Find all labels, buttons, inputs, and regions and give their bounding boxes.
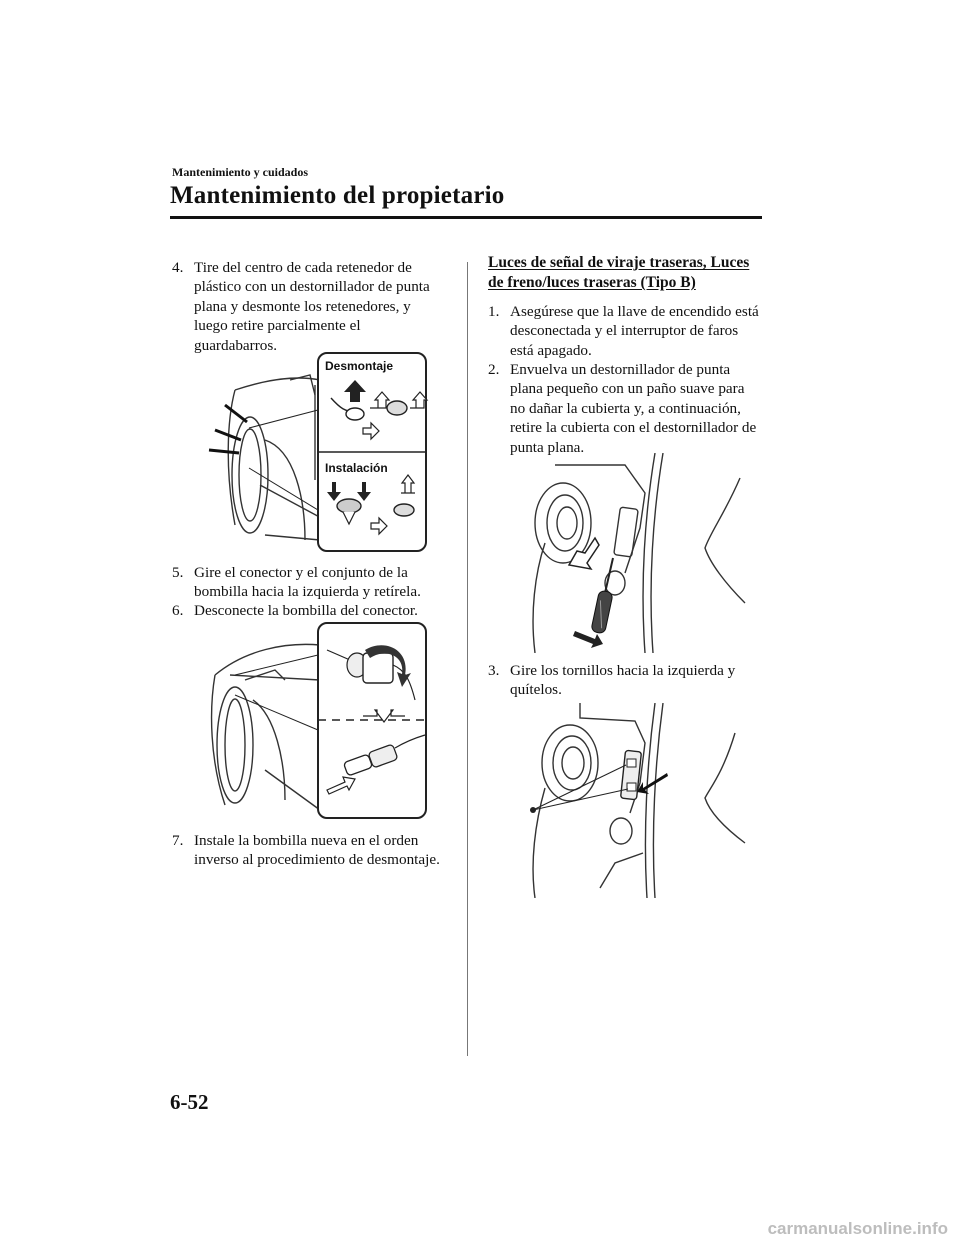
subsection-heading: Luces de señal de viraje traseras, Luces de freno/luces traseras (Tipo B) — [488, 254, 750, 291]
page-title: Mantenimiento del propietario — [170, 182, 505, 209]
section-label: Mantenimiento y cuidados — [172, 165, 309, 179]
watermark: carmanualsonline.info — [767, 1219, 948, 1238]
step-number: 7. — [172, 832, 184, 849]
step-number: 3. — [488, 662, 500, 679]
step-text: Instale la bombilla nueva en el orden inverso al procedimiento de desmontaje. — [194, 832, 440, 869]
cover-removal-figure — [525, 453, 750, 653]
step-number: 1. — [488, 303, 500, 320]
step-6 — [172, 601, 444, 620]
step-text: Desconecte la bombilla del conector. — [194, 602, 418, 619]
right-step-3 — [488, 661, 763, 700]
step-text: Envuelva un destornillador de punta plana pequeño con un paño suave para no dañar la cubierta y, a continuación, retire la cubierta con el destornillador de punta plana. — [510, 361, 757, 456]
fender-retainer-figure — [205, 350, 430, 555]
figure-label-removal: Desmontaje — [325, 359, 394, 373]
screwdriver-icon — [591, 558, 613, 634]
direction-arrow-icon — [573, 631, 603, 648]
screw-removal-figure — [525, 703, 750, 898]
step-number: 6. — [172, 602, 184, 619]
screw-icon — [530, 807, 536, 813]
step-7 — [172, 831, 444, 870]
right-step-2 — [488, 360, 763, 457]
step-text: Gire el conector y el conjunto de la bombilla hacia la izquierda y retírela. — [194, 564, 421, 601]
step-text: Asegúrese que la llave de encendido está desconectada y el interruptor de faros está apagado. — [510, 303, 759, 359]
right-step-1 — [488, 302, 763, 360]
step-number: 5. — [172, 564, 184, 581]
step-number: 2. — [488, 361, 500, 378]
step-text: Tire del centro de cada retenedor de plástico con un destornillador de punta plana y desmonte los retenedores, y luego retire parcialmente el guardabarros. — [194, 259, 430, 354]
bulb-connector-figure — [205, 620, 430, 820]
step-number: 4. — [172, 259, 184, 276]
column-divider — [467, 262, 468, 1056]
figure-label-installation: Instalación — [325, 461, 388, 475]
page-number: 6-52 — [170, 1090, 209, 1114]
step-4 — [172, 258, 444, 355]
step-5 — [172, 563, 444, 602]
lamp-cover-icon — [621, 750, 642, 799]
step-text: Gire los tornillos hacia la izquierda y quítelos. — [510, 662, 736, 699]
header-rule — [170, 216, 762, 219]
pointer-arrow-icon — [637, 773, 668, 794]
